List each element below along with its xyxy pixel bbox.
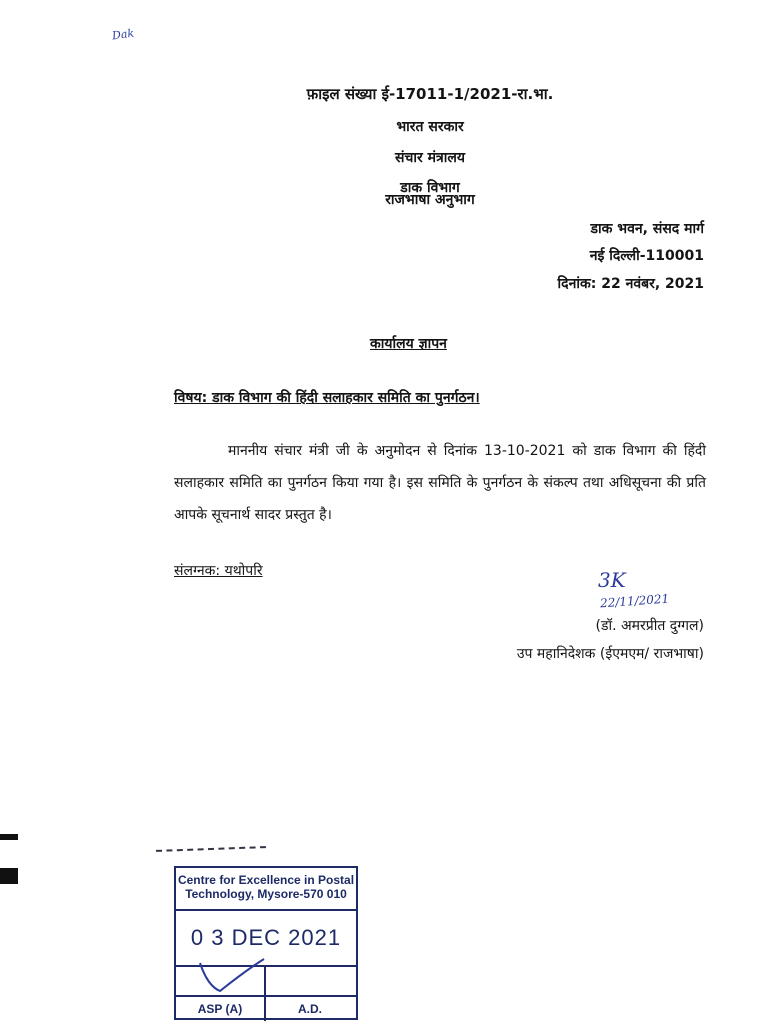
tick-mark-icon (190, 955, 270, 1005)
stamp-date: 0 3 DEC 2021 (176, 911, 356, 967)
enclosure-note: संलग्नक: यथोपरि (174, 563, 263, 579)
scan-edge-mark (0, 868, 18, 884)
stamp-col-asp: ASP (A) (197, 1002, 243, 1016)
stamp-org-line1: Centre for Excellence in Postal (177, 873, 355, 887)
memo-title: कार्यालय ज्ञापन (370, 336, 447, 352)
header-department: डाक विभाग (400, 180, 460, 196)
header-section: राजभाषा अनुभाग (385, 192, 475, 208)
letter-date: दिनांक: 22 नवंबर, 2021 (557, 276, 704, 292)
file-number: फ़ाइल संख्या ई-17011-1/2021-रा.भा. (306, 85, 554, 103)
body-paragraph: माननीय संचार मंत्री जी के अनुमोदन से दिनांक 13-10-2021 को डाक विभाग की हिंदी सलाहकार समिति का पुनर्गठन किया गया है। इस समिति के पुनर्गठन के संकल्प तथा अधिसूचना की प्रति आपके सूचनार्थ सादर प्रस्तुत है। (174, 443, 706, 523)
scan-edge-mark (0, 834, 18, 840)
subject-line: विषय: डाक विभाग की हिंदी सलाहकार समिति का पुनर्गठन। (174, 390, 480, 406)
handwritten-note: Dak (111, 26, 135, 43)
stamp-stroke (156, 846, 266, 852)
header-government: भारत सरकार (396, 119, 464, 135)
stamp-org-line2: Technology, Mysore-570 010 (185, 887, 347, 901)
signatory-name: (डॉ. अमरप्रीत दुग्गल) (595, 618, 704, 634)
signature-date: 22/11/2021 (599, 591, 670, 611)
signatory-designation: उप महानिदेशक (ईएमएम/ राजभाषा) (516, 646, 704, 662)
signature-initials: 3K (598, 568, 626, 592)
header-ministry: संचार मंत्रालय (395, 150, 465, 166)
address-city: नई दिल्ली-110001 (589, 248, 704, 264)
stamp-organisation (176, 868, 356, 911)
address-building: डाक भवन, संसद मार्ग (590, 221, 704, 237)
stamp-col-ad: A.D. (298, 1002, 322, 1016)
